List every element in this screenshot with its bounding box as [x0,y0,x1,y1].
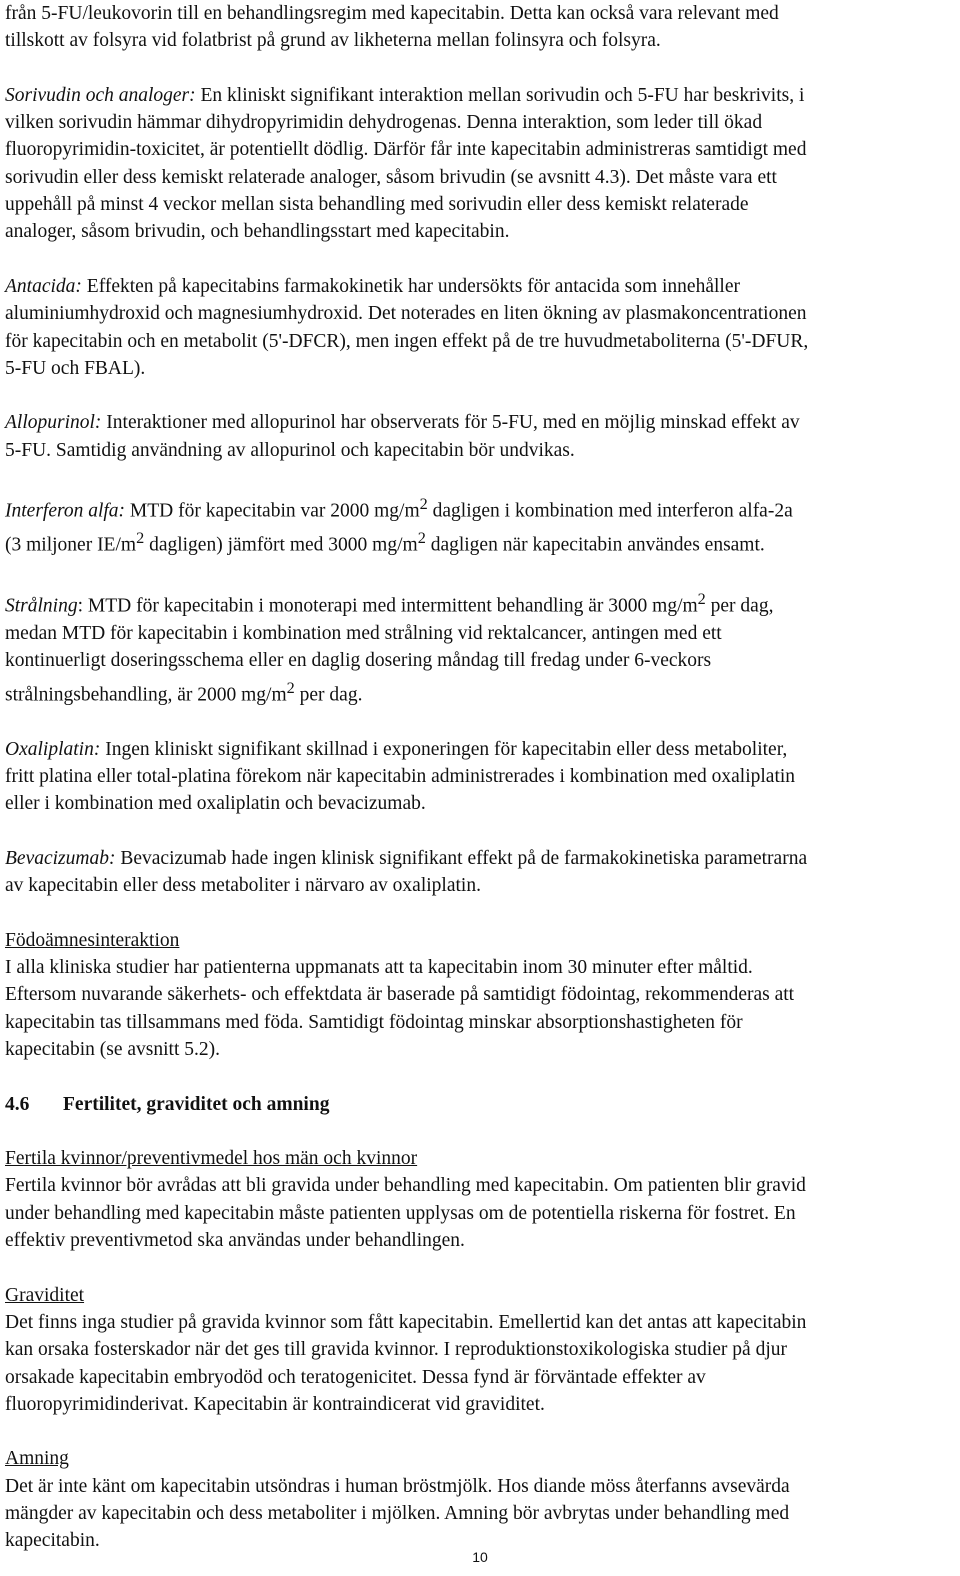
text-stralning-2: per dag, medan MTD för kapecitabin i kombination med strålning vid rektalcancer, antingen med ett kontinuerligt doseringsschema eller en daglig dosering måndag till fredag under 6-veckors strålningsbehandling, är 2000 mg/m [5,595,774,706]
page-number: 10 [472,1549,488,1565]
text-sorivudin: En kliniskt signifikant interaktion mellan sorivudin och 5-FU har beskrivits, i vilken sorivudin hämmar dihydropyrimidin dehydrogenas. Denna interaktion, som leder till ökad fluoropyrimidin-toxicitet, är potentiellt dödlig. Därför får inte kapecitabin administreras samtidigt med sorivudin eller dess kemiskt relaterade analoger, såsom brivudin (se avsnitt 4.3). Det måste vara ett uppehåll på minst 4 veckor mellan sista behandling med sorivudin eller dess kemiskt relaterade analoger, såsom brivudin, och behandlingsstart med kapecitabin. [5,84,807,243]
document-page [5,0,955,1555]
subheading-fodoamnesinteraktion: Födoämnesinteraktion [5,929,180,951]
text-interferon-3: dagligen) jämfört med 3000 mg/m [144,534,418,556]
text-oxaliplatin: Ingen kliniskt signifikant skillnad i exponeringen för kapecitabin eller dess metaboliter, fritt platina eller total-platina förekom när kapecitabin administrerades i kombination med oxaliplatin eller i kombination med oxaliplatin och bevacizumab. [5,738,796,815]
text-stralning-1: : MTD för kapecitabin i monoterapi med intermittent behandling är 3000 mg/m [77,595,698,617]
lead-interferon: Interferon alfa: [5,500,126,522]
text-fertila: Fertila kvinnor bör avrådas att bli gravida under behandling med kapecitabin. Om patienten blir gravid under behandling med kapecitabin måste patienten upplysas om de potentiella riskerna för fostret. En effektiv preventivmetod ska användas under behandlingen. [5,1175,806,1252]
section-heading [5,1091,955,1118]
text-interferon-1: MTD för kapecitabin var 2000 mg/m [125,500,420,522]
paragraph-fertila [5,1145,955,1254]
section-number: 4.6 [5,1093,30,1115]
subheading-graviditet: Graviditet [5,1284,85,1306]
lead-stralning: Strålning [5,595,78,617]
lead-oxaliplatin: Oxaliplatin: [5,738,101,760]
text-allopurinol: Interaktioner med allopurinol har observerats för 5-FU, med en möjlig minskad effekt av 5-FU. Samtidig användning av allopurinol och kapecitabin bör undvikas. [5,412,800,461]
lead-allopurinol: Allopurinol: [5,412,102,434]
text-interferon-4: dagligen när kapecitabin användes ensamt. [425,534,765,556]
paragraph-sorivudin [5,82,955,246]
subheading-amning: Amning [5,1448,69,1470]
superscript-2: 2 [417,529,426,548]
superscript-2: 2 [286,678,295,697]
paragraph-bevacizumab [5,845,955,900]
text-antacida: Effekten på kapecitabins farmakokinetik har undersökts för antacida som innehåller aluminiumhydroxid och magnesiumhydroxid. Det noterades en liten ökning av plasmakoncentrationen för kapecitabin och en metabolit (5'-DFCR), men ingen effekt på de tre huvudmetaboliterna (5'-DFUR, 5-FU och FBAL). [5,275,809,379]
lead-bevacizumab: Bevacizumab: [5,847,116,869]
paragraph-intro: från 5-FU/leukovorin till en behandlingsregim med kapecitabin. Detta kan också vara relevant med tillskott av folsyra vid folatbrist på grund av likheterna mellan folinsyra och folsyra. [5,3,779,52]
paragraph-oxaliplatin [5,736,955,818]
text-graviditet: Det finns inga studier på gravida kvinnor som fått kapecitabin. Emellertid kan det antas att kapecitabin kan orsaka fosterskador när det ges till gravida kvinnor. I reproduktionstoxikologiska studier på djur orsakade kapecitabin embryodöd och teratogenicitet. Dessa fynd är förväntade effekter av fluoropyrimidinderivat. Kapecitabin är kontraindicerat vid graviditet. [5,1311,807,1415]
text-amning: Det är inte känt om kapecitabin utsöndras i human bröstmjölk. Hos diande möss återfanns avsevärda mängder av kapecitabin och dess metaboliter i mjölken. Amning bör avbrytas under behandling med kapecitabin. [5,1475,790,1552]
paragraph-stralning [5,586,955,708]
lead-sorivudin: Sorivudin och analoger: [5,84,196,106]
text-stralning-3: per dag. [294,684,363,706]
text-bevacizumab: Bevacizumab hade ingen klinisk signifikant effekt på de farmakokinetiska parametrarna av kapecitabin eller dess metaboliter i närvaro av oxaliplatin. [5,847,808,897]
paragraph-graviditet [5,1282,955,1418]
text-foda: I alla kliniska studier har patienterna uppmanats att ta kapecitabin inom 30 minuter efter måltid. Eftersom nuvarande säkerhets- och effektdata är baserade på samtidigt födointag, rekommenderas att kapecitabin tas tillsammans med föda. Samtidigt födointag minskar absorptionshastigheten för kapecitabin (se avsnitt 5.2). [5,957,795,1060]
text-interferon-2: dagligen i kombination med interferon alfa-2a (3 miljoner IE/m [5,500,793,556]
paragraph-amning [5,1445,955,1554]
lead-antacida: Antacida: [5,275,82,297]
superscript-2: 2 [136,529,145,548]
subheading-fertila: Fertila kvinnor/preventivmedel hos män och kvinnor [5,1148,418,1170]
paragraph-antacida [5,273,955,382]
paragraph-foda [5,927,955,1063]
section-title: Fertilitet, graviditet och amning [63,1093,330,1115]
superscript-2: 2 [697,590,706,609]
paragraph-allopurinol [5,409,955,464]
paragraph-interferon [5,491,955,559]
superscript-2: 2 [419,495,428,514]
